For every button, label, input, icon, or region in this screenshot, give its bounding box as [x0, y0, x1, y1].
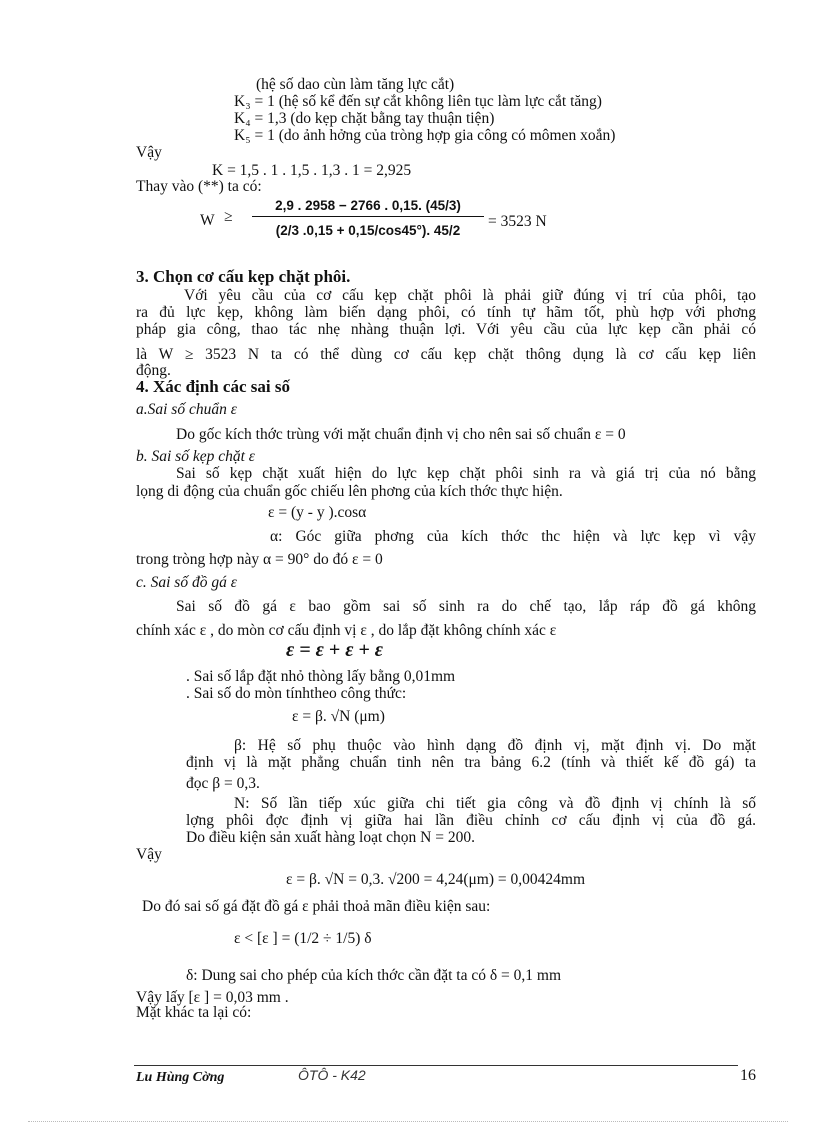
text-line: K₅ = 1 (do ảnh hởng của tròng hợp gia công có mômen xoắn) [234, 127, 616, 144]
w-result: = 3523 N [488, 213, 547, 230]
subheading-b: b. Sai số kẹp chặt ε [136, 448, 255, 465]
formula-em-calc: ε = β. √N = 0,3. √200 = 4,24(μm) = 0,00424mm [286, 871, 585, 888]
paragraph-line: Do điều kiện sản xuất hàng loạt chọn N = 200. [186, 829, 475, 846]
paragraph-line: lọng di động của chuẩn gốc chiếu lên phơng của kích thớc thực hiện. [136, 483, 563, 500]
page-number: 16 [740, 1067, 756, 1084]
text-line: Vậy [136, 144, 162, 161]
paragraph-line: định vị là mặt phẳng chuẩn tinh nên tra bảng 6.2 (tính và thiết kế đồ gá) ta [186, 754, 756, 771]
text-line: δ: Dung sai cho phép của kích thớc cần đặt ta có δ = 0,1 mm [186, 967, 562, 984]
paragraph-line: N: Số lần tiếp xúc giữa chi tiết gia công và đồ định vị chính là số [234, 795, 756, 812]
text-line: K₃ = 1 (hệ số kể đến sự cắt không liên tục làm lực cắt tăng) [234, 93, 602, 110]
text-line: K = 1,5 . 1 . 1,5 . 1,3 . 1 = 2,925 [212, 162, 412, 179]
text-line: Vậy [136, 846, 162, 863]
text-line: Mặt khác ta lại có: [136, 1004, 252, 1021]
paragraph-line: đọc β = 0,3. [186, 775, 260, 792]
paragraph-line: α: Góc giữa phơng của kích thớc thc hiện và lực kẹp vì vậy [270, 528, 756, 545]
footer-class: ÔTÔ - K42 [298, 1067, 366, 1083]
w-fraction [252, 198, 484, 238]
footer-author: Lu Hùng Cờng [136, 1070, 225, 1085]
paragraph-line: trong tròng hợp này α = 90° do đó ε = 0 [136, 551, 383, 568]
text-line: K₄ = 1,3 (do kẹp chặt bằng tay thuận tiện) [234, 110, 495, 127]
text-line: (hệ số dao cùn làm tăng lực cắt) [256, 76, 455, 93]
w-label: W [200, 212, 215, 229]
section-heading-4: 4. Xác định các sai số [136, 377, 290, 396]
paragraph-line: chính xác ε , do mòn cơ cấu định vị ε , do lắp đặt không chính xác ε [136, 622, 557, 639]
page-edge-divider [28, 1121, 788, 1122]
subheading-c: c. Sai số đồ gá ε [136, 574, 237, 591]
section-heading-3: 3. Chọn cơ cấu kẹp chặt phôi. [136, 267, 351, 286]
text-line: Thay vào (**) ta có: [136, 178, 262, 195]
subheading-a: a.Sai số chuẩn ε [136, 401, 237, 418]
paragraph-line: là W ≥ 3523 N ta có thể dùng cơ cấu kẹp chặt thông dụng là cơ cấu kẹp liên [136, 346, 756, 363]
footer-rule [134, 1065, 738, 1066]
paragraph-line: lợng phôi đợc định vị giữa hai lần điều chỉnh cơ cấu định vị của đồ gá. [186, 812, 756, 829]
w-denominator: (2/3 .0,15 + 0,15/cos45°). 45/2 [275, 223, 461, 238]
text-line: Do đó sai số gá đặt đồ gá ε phải thoả mãn điều kiện sau: [142, 898, 491, 915]
w-numerator: 2,9 . 2958 − 2766 . 0,15. (45/3) [252, 198, 484, 217]
paragraph-line: Với yêu cầu của cơ cấu kẹp chặt phôi là phải giữ đúng vị trí của phôi, tạo [184, 287, 756, 304]
formula-edg: ε = ε + ε + ε [286, 639, 384, 661]
paragraph-line: ra đủ lực kẹp, không làm biến dạng phôi, có tính tự hãm tốt, phù hợp với phơng [136, 304, 756, 321]
paragraph-line: β: Hệ số phụ thuộc vào hình dạng đồ định vị, mặt định vị. Do mặt [234, 737, 756, 754]
formula-ekc: ε = (y - y ).cosα [268, 504, 367, 521]
text-line: Do gốc kích thớc trùng với mặt chuẩn định vị cho nên sai số chuẩn ε = 0 [176, 426, 626, 443]
paragraph-line: pháp gia công, thao tác nhẹ nhàng thuận lợi. Với yêu cầu của lực kẹp cần phải có [136, 321, 756, 338]
paragraph-line: Sai số đồ gá ε bao gồm sai số sinh ra do chế tạo, lắp ráp đồ gá không [176, 598, 756, 615]
ge-sign: ≥ [224, 208, 233, 225]
text-line: . Sai số lắp đặt nhỏ thòng lấy bằng 0,01mm [186, 668, 456, 685]
text-line: . Sai số do mòn tínhtheo công thức: [186, 685, 407, 702]
paragraph-line: động. [136, 362, 171, 379]
text-line: Vậy lấy [ε ] = 0,03 mm . [136, 989, 289, 1006]
paragraph-line: Sai số kẹp chặt xuất hiện do lực kẹp chặt phôi sinh ra và giá trị của nó bằng [176, 465, 756, 482]
formula-em: ε = β. √N (μm) [292, 708, 385, 725]
formula-egd: ε < [ε ] = (1/2 ÷ 1/5) δ [234, 930, 372, 947]
